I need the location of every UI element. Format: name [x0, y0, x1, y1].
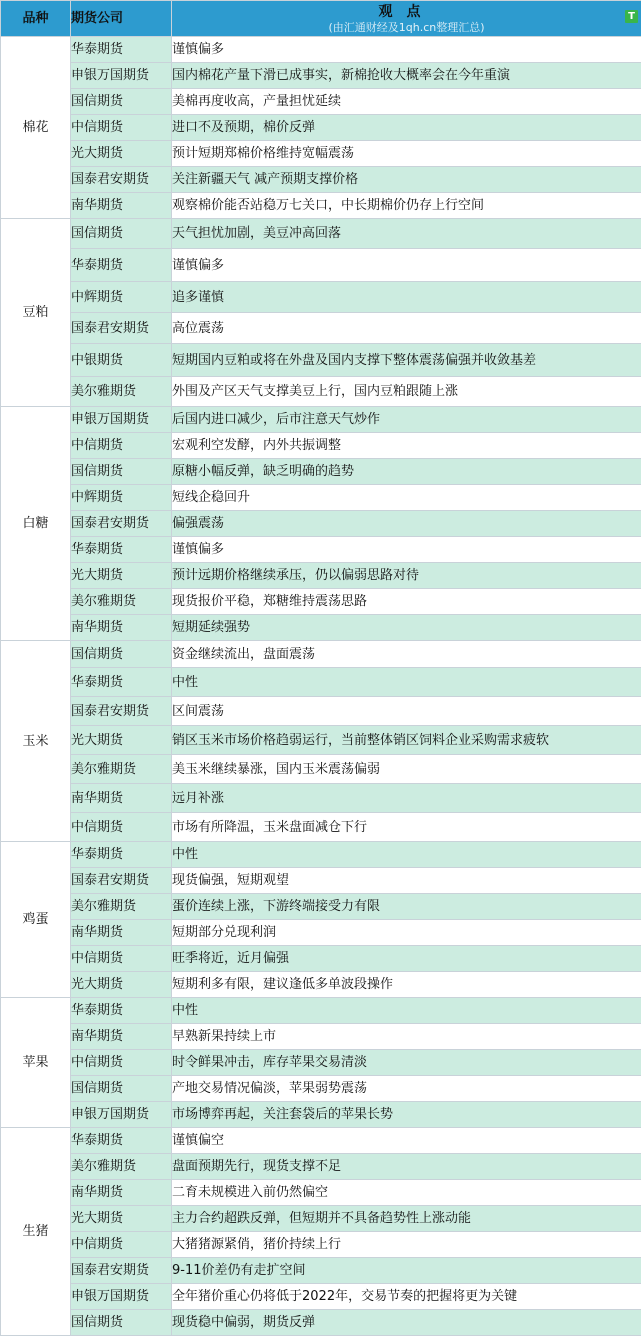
table-row — [1, 563, 641, 589]
company-cell: 华泰期货 — [71, 668, 172, 697]
company-cell: 南华期货 — [71, 784, 172, 813]
company-cell: 国信期货 — [71, 1076, 172, 1102]
view-cell: 产地交易情况偏淡，苹果弱势震荡 — [172, 1076, 641, 1102]
view-cell: 时令鲜果冲击，库存苹果交易清淡 — [172, 1050, 641, 1076]
view-cell: 美玉米继续暴涨，国内玉米震荡偏弱 — [172, 755, 641, 784]
company-cell: 国泰君安期货 — [71, 511, 172, 537]
view-cell: 短期部分兑现利润 — [172, 920, 641, 946]
view-cell: 后国内进口减少，后市注意天气炒作 — [172, 407, 641, 433]
company-cell: 国信期货 — [71, 459, 172, 485]
view-cell: 谨慎偏多 — [172, 37, 641, 63]
table-row — [1, 894, 641, 920]
view-cell: 原糖小幅反弹，缺乏明确的趋势 — [172, 459, 641, 485]
table-row — [1, 167, 641, 193]
table-row — [1, 697, 641, 726]
table-row — [1, 842, 641, 868]
variety-cell: 玉米 — [1, 641, 71, 842]
view-cell: 预计短期郑棉价格维持宽幅震荡 — [172, 141, 641, 167]
company-cell: 中信期货 — [71, 1050, 172, 1076]
company-cell: 美尔雅期货 — [71, 589, 172, 615]
company-cell: 光大期货 — [71, 972, 172, 998]
company-cell: 申银万国期货 — [71, 63, 172, 89]
view-cell: 中性 — [172, 668, 641, 697]
company-cell: 国信期货 — [71, 219, 172, 249]
view-cell: 中性 — [172, 998, 641, 1024]
view-cell: 观察棉价能否站稳万七关口，中长期棉价仍存上行空间 — [172, 193, 641, 219]
company-cell: 美尔雅期货 — [71, 1154, 172, 1180]
table-row — [1, 1232, 641, 1258]
table-row — [1, 615, 641, 641]
table-row — [1, 313, 641, 344]
company-cell: 美尔雅期货 — [71, 894, 172, 920]
table-row — [1, 1310, 641, 1336]
company-cell: 国信期货 — [71, 1310, 172, 1336]
table-row — [1, 459, 641, 485]
variety-cell: 鸡蛋 — [1, 842, 71, 998]
table-row — [1, 784, 641, 813]
variety-cell: 棉花 — [1, 37, 71, 219]
table-row — [1, 589, 641, 615]
view-cell: 进口不及预期，棉价反弹 — [172, 115, 641, 141]
view-cell: 高位震荡 — [172, 313, 641, 344]
company-cell: 中信期货 — [71, 115, 172, 141]
company-cell: 美尔雅期货 — [71, 377, 172, 407]
company-cell: 申银万国期货 — [71, 407, 172, 433]
table-row — [1, 726, 641, 755]
company-cell: 美尔雅期货 — [71, 755, 172, 784]
header-company: 期货公司 — [71, 1, 172, 37]
view-cell: 大猪猪源紧俏，猪价持续上行 — [172, 1232, 641, 1258]
view-cell: 9-11价差仍有走扩空间 — [172, 1258, 641, 1284]
table-row — [1, 282, 641, 313]
view-cell: 早熟新果持续上市 — [172, 1024, 641, 1050]
table-row — [1, 972, 641, 998]
company-cell: 申银万国期货 — [71, 1284, 172, 1310]
company-cell: 国泰君安期货 — [71, 697, 172, 726]
company-cell: 华泰期货 — [71, 998, 172, 1024]
table-row — [1, 868, 641, 894]
header-row — [1, 1, 641, 37]
variety-cell: 白糖 — [1, 407, 71, 641]
company-cell: 中信期货 — [71, 813, 172, 842]
view-cell: 现货稳中偏弱，期货反弹 — [172, 1310, 641, 1336]
table-row — [1, 920, 641, 946]
table-row — [1, 998, 641, 1024]
table-row — [1, 1206, 641, 1232]
company-cell: 南华期货 — [71, 1024, 172, 1050]
view-cell: 区间震荡 — [172, 697, 641, 726]
view-cell: 谨慎偏多 — [172, 249, 641, 282]
table-row — [1, 141, 641, 167]
view-cell: 短期延续强势 — [172, 615, 641, 641]
company-cell: 光大期货 — [71, 563, 172, 589]
company-cell: 华泰期货 — [71, 37, 172, 63]
company-cell: 国信期货 — [71, 89, 172, 115]
company-cell: 南华期货 — [71, 1180, 172, 1206]
view-cell: 远月补涨 — [172, 784, 641, 813]
table-row — [1, 1128, 641, 1154]
variety-cell: 生猪 — [1, 1128, 71, 1336]
table-row — [1, 668, 641, 697]
view-cell: 追多谨慎 — [172, 282, 641, 313]
company-cell: 华泰期货 — [71, 537, 172, 563]
view-cell: 旺季将近，近月偏强 — [172, 946, 641, 972]
table-row — [1, 946, 641, 972]
company-cell: 国泰君安期货 — [71, 167, 172, 193]
company-cell: 光大期货 — [71, 141, 172, 167]
company-cell: 华泰期货 — [71, 842, 172, 868]
view-cell: 主力合约超跌反弹，但短期并不具备趋势性上涨动能 — [172, 1206, 641, 1232]
view-cell: 全年猪价重心仍将低于2022年，交易节奏的把握将更为关键 — [172, 1284, 641, 1310]
table-row — [1, 407, 641, 433]
company-cell: 中信期货 — [71, 1232, 172, 1258]
t-logo-icon: T — [625, 10, 638, 23]
table-row — [1, 89, 641, 115]
table-row — [1, 813, 641, 842]
view-cell: 国内棉花产量下滑已成事实，新棉抢收大概率会在今年重演 — [172, 63, 641, 89]
variety-cell: 苹果 — [1, 998, 71, 1128]
table-row — [1, 1050, 641, 1076]
table-row — [1, 249, 641, 282]
view-cell: 短期利多有限，建议逢低多单波段操作 — [172, 972, 641, 998]
view-cell: 市场有所降温，玉米盘面减仓下行 — [172, 813, 641, 842]
company-cell: 中信期货 — [71, 946, 172, 972]
variety-cell: 豆粕 — [1, 219, 71, 407]
table-row — [1, 511, 641, 537]
view-cell: 市场博弈再起，关注套袋后的苹果长势 — [172, 1102, 641, 1128]
table-row — [1, 1102, 641, 1128]
view-cell: 关注新疆天气 减产预期支撑价格 — [172, 167, 641, 193]
company-cell: 国信期货 — [71, 641, 172, 668]
table-row — [1, 1284, 641, 1310]
table-row — [1, 755, 641, 784]
company-cell: 光大期货 — [71, 726, 172, 755]
table-row — [1, 193, 641, 219]
view-cell: 外围及产区天气支撑美豆上行，国内豆粕跟随上涨 — [172, 377, 641, 407]
table-body — [1, 37, 641, 1336]
company-cell: 光大期货 — [71, 1206, 172, 1232]
company-cell: 中银期货 — [71, 344, 172, 377]
view-cell: 短期国内豆粕或将在外盘及国内支撑下整体震荡偏强并收敛基差 — [172, 344, 641, 377]
view-cell: 预计远期价格继续承压，仍以偏弱思路对待 — [172, 563, 641, 589]
view-cell: 现货偏强，短期观望 — [172, 868, 641, 894]
view-cell: 天气担忧加剧，美豆冲高回落 — [172, 219, 641, 249]
view-cell: 盘面预期先行，现货支撑不足 — [172, 1154, 641, 1180]
view-cell: 谨慎偏空 — [172, 1128, 641, 1154]
view-cell: 谨慎偏多 — [172, 537, 641, 563]
table-row — [1, 1180, 641, 1206]
company-cell: 中辉期货 — [71, 485, 172, 511]
company-cell: 南华期货 — [71, 920, 172, 946]
table-row — [1, 219, 641, 249]
table-row — [1, 1024, 641, 1050]
view-cell: 短线企稳回升 — [172, 485, 641, 511]
table-row — [1, 115, 641, 141]
view-cell: 中性 — [172, 842, 641, 868]
company-cell: 南华期货 — [71, 193, 172, 219]
table-row — [1, 1154, 641, 1180]
company-cell: 国泰君安期货 — [71, 868, 172, 894]
company-cell: 申银万国期货 — [71, 1102, 172, 1128]
view-cell: 销区玉米市场价格趋弱运行，当前整体销区饲料企业采购需求疲软 — [172, 726, 641, 755]
view-cell: 二育未规模进入前仍然偏空 — [172, 1180, 641, 1206]
company-cell: 中信期货 — [71, 433, 172, 459]
table-row — [1, 537, 641, 563]
view-cell: 蛋价连续上涨，下游终端接受力有限 — [172, 894, 641, 920]
view-cell: 美棉再度收高，产量担忧延续 — [172, 89, 641, 115]
header-variety: 品种 — [1, 1, 71, 37]
view-cell: 偏强震荡 — [172, 511, 641, 537]
table-row — [1, 37, 641, 63]
view-cell: 现货报价平稳，郑糖维持震荡思路 — [172, 589, 641, 615]
table-row — [1, 344, 641, 377]
table-row — [1, 641, 641, 668]
company-cell: 中辉期货 — [71, 282, 172, 313]
table-row — [1, 433, 641, 459]
table-row — [1, 1258, 641, 1284]
company-cell: 华泰期货 — [71, 249, 172, 282]
view-cell: 宏观利空发酵，内外共振调整 — [172, 433, 641, 459]
company-cell: 国泰君安期货 — [71, 1258, 172, 1284]
company-cell: 华泰期货 — [71, 1128, 172, 1154]
view-cell: 资金继续流出，盘面震荡 — [172, 641, 641, 668]
company-cell: 国泰君安期货 — [71, 313, 172, 344]
table-row — [1, 1076, 641, 1102]
table-row — [1, 377, 641, 407]
header-views — [172, 1, 641, 37]
company-cell: 南华期货 — [71, 615, 172, 641]
header-views-source: (由汇通财经及1qh.cn整理汇总) — [328, 21, 485, 34]
table-row — [1, 63, 641, 89]
table-row — [1, 485, 641, 511]
header-views-title: 观点 — [378, 4, 435, 20]
